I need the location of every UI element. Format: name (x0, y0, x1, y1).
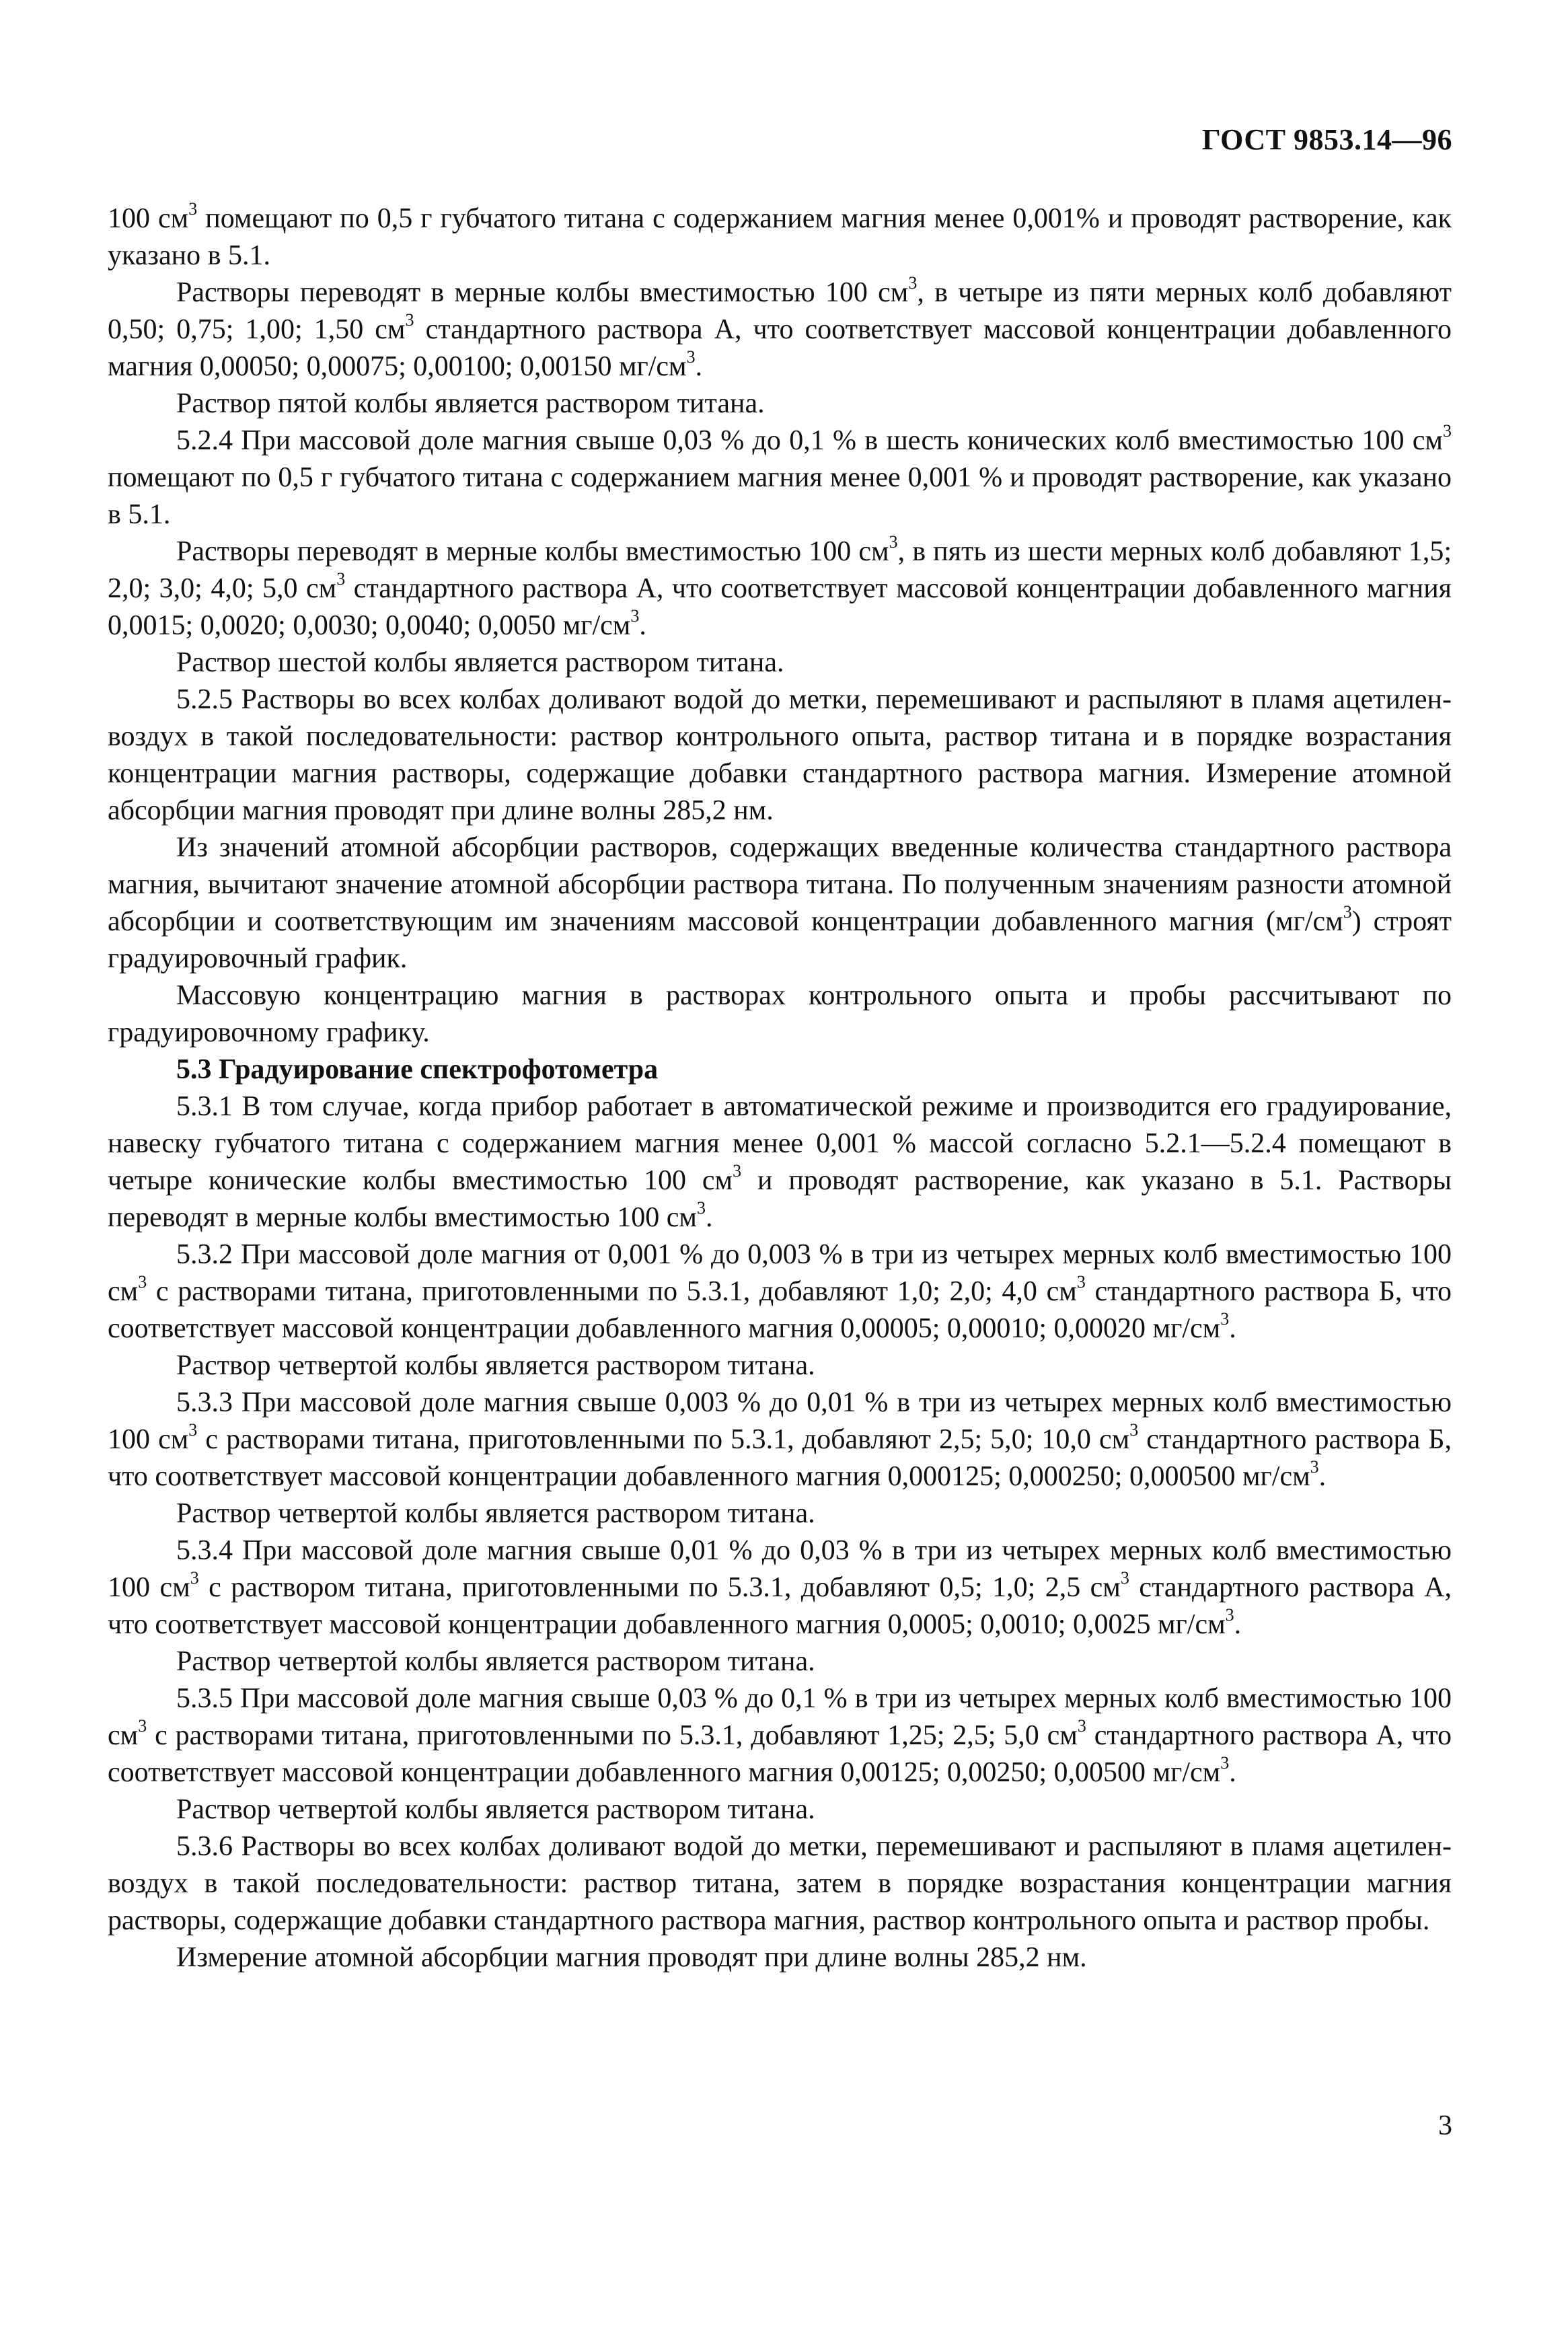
body-paragraph: 5.3.6 Растворы во всех колбах доливают водой до метки, перемешивают и распыляют в пламя ацетилен-воздух в такой последовательности: раствор титана, затем в порядке возрастания концентрации магния растворы, содержащие добавки стандартного раствора магния, раствор контрольного опыта и раствор пробы. (108, 1831, 1452, 1936)
body-paragraph: Растворы переводят в мерные колбы вместимостью 100 $см^3$, в четыре из пяти мерных колб добавляют 0,50; 0,75; 1,00; 1,50 $см^3$ стандартного раствора А, что соответствует массовой концентрации добавленного магния 0,00050; 0,00075; 0,00100; 0,00150 $мг/см^3$. (108, 273, 1452, 382)
document-code-header: ГОСТ 9853.14—96 (1201, 123, 1452, 156)
body-paragraph: 100 $см^3$ помещают по 0,5 г губчатого титана с содержанием магния менее 0,001% и проводят растворение, как указано в 5.1. (108, 199, 1452, 271)
body-paragraph: 5.3.3 При массовой доле магния свыше 0,003 % до 0,01 % в три из четырех мерных колб вместимостью 100 $см^3$ с растворами титана, приготовленными по 5.3.1, добавляют 2,5; 5,0; 10,0 $см^3$ стандартного раствора Б, что соответствует массовой концентрации добавленного магния 0,000125; 0,000250; 0,000500 $мг/см^3$. (108, 1387, 1452, 1492)
body-paragraph: Раствор четвертой колбы является раствором титана. (176, 1646, 815, 1677)
body-paragraph: Раствор шестой колбы является раствором титана. (176, 647, 784, 678)
body-paragraph: 5.2.4 При массовой доле магния свыше 0,03 % до 0,1 % в шесть конических колб вместимостью 100 $см^3$ помещают по 0,5 г губчатого титана с содержанием магния менее 0,001 % и проводят растворение, как указано в 5.1. (108, 421, 1452, 530)
page-number: 3 (1438, 2110, 1452, 2141)
body-paragraph: 5.3.4 При массовой доле магния свыше 0,01 % до 0,03 % в три из четырех мерных колб вместимостью 100 $см^3$ с раствором титана, приготовленными по 5.3.1, добавляют 0,5; 1,0; 2,5 $см^3$ стандартного раствора А, что соответствует массовой концентрации добавленного магния 0,0005; 0,0010; 0,0025 $мг/см^3$. (108, 1535, 1452, 1640)
body-paragraph: 5.3.1 В том случае, когда прибор работает в автоматической режиме и производится его градуирование, навеску губчатого титана с содержанием магния менее 0,001 % массой согласно 5.2.1—5.2.4 помещают в четыре конические колбы вместимостью 100 $см^3$ и проводят растворение, как указано в 5.1. Растворы переводят в мерные колбы вместимостью 100 $см^3$. (108, 1091, 1452, 1233)
body-paragraph: Раствор пятой колбы является раствором титана. (176, 388, 765, 419)
body-paragraph: Растворы переводят в мерные колбы вместимостью 100 $см^3$, в пять из шести мерных колб добавляют 1,5; 2,0; 3,0; 4,0; 5,0 $см^3$ стандартного раствора А, что соответствует массовой концентрации добавленного магния 0,0015; 0,0020; 0,0030; 0,0040; 0,0050 $мг/см^3$. (108, 532, 1452, 641)
body-paragraph: Массовую концентрацию магния в растворах контрольного опыта и пробы рассчитывают по градуировочному графику. (108, 980, 1452, 1048)
body-paragraph: Раствор четвертой колбы является раствором титана. (176, 1794, 815, 1825)
document-body (108, 200, 1452, 1976)
body-paragraph: Раствор четвертой колбы является раствором титана. (176, 1498, 815, 1529)
body-paragraph: 5.3.5 При массовой доле магния свыше 0,03 % до 0,1 % в три из четырех мерных колб вместимостью 100 $см^3$ с растворами титана, приготовленными по 5.3.1, добавляют 1,25; 2,5; 5,0 $см^3$ стандартного раствора А, что соответствует массовой концентрации добавленного магния 0,00125; 0,00250; 0,00500 $мг/см^3$. (108, 1683, 1452, 1788)
body-paragraph: 5.2.5 Растворы во всех колбах доливают водой до метки, перемешивают и распыляют в пламя ацетилен-воздух в такой последовательности: раствор контрольного опыта, раствор титана и в порядке возрастания концентрации магния растворы, содержащие добавки стандартного раствора магния. Измерение атомной абсорбции магния проводят при длине волны 285,2 нм. (108, 684, 1452, 826)
body-paragraph: Из значений атомной абсорбции растворов, содержащих введенные количества стандартного раствора магния, вычитают значение атомной абсорбции раствора титана. По полученным значениям разности атомной абсорбции и соответствующим им значениям массовой концентрации добавленного магния $(мг/см^3)$ строят градуировочный график. (108, 832, 1452, 974)
body-paragraph: Измерение атомной абсорбции магния проводят при длине волны 285,2 нм. (176, 1942, 1087, 1973)
section-heading: 5.3 Градуирование спектрофотометра (176, 1054, 659, 1085)
body-paragraph: Раствор четвертой колбы является раствором титана. (176, 1350, 815, 1381)
body-paragraph: 5.3.2 При массовой доле магния от 0,001 % до 0,003 % в три из четырех мерных колб вместимостью 100 $см^3$ с растворами титана, приготовленными по 5.3.1, добавляют 1,0; 2,0; 4,0 $см^3$ стандартного раствора Б, что соответствует массовой концентрации добавленного магния 0,00005; 0,00010; 0,00020 $мг/см^3$. (108, 1239, 1452, 1344)
